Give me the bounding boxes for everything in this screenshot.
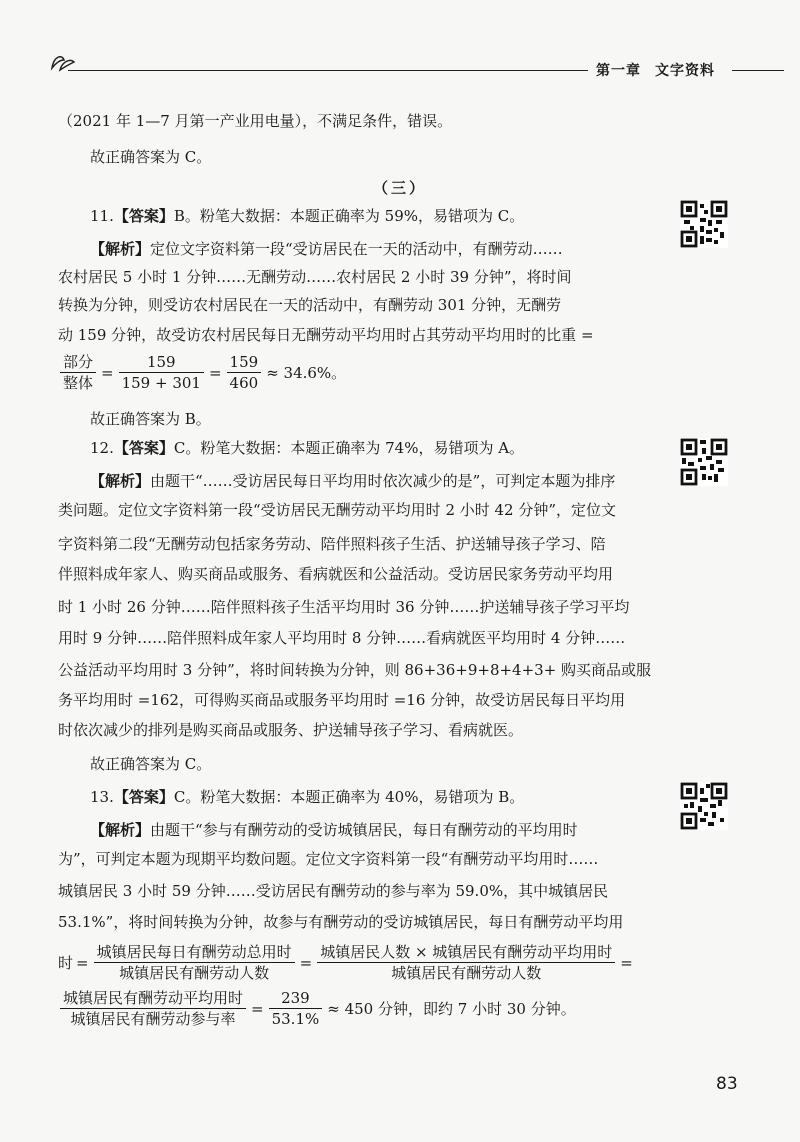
section-title: （三）: [372, 179, 427, 197]
numerator: 城镇居民人数 × 城镇居民有酬劳动平均用时: [317, 942, 615, 963]
denominator: 城镇居民有酬劳动人数: [119, 964, 270, 982]
text-line: 城镇居民 3 小时 59 分钟……受访居民有酬劳动的参与率为 59.0%，其中城镇居民: [58, 882, 609, 900]
numerator: 城镇居民每日有酬劳动总用时: [94, 942, 295, 963]
numerator: 159: [119, 352, 204, 373]
q12-number: 12.: [90, 439, 114, 457]
numerator: 239: [269, 988, 323, 1009]
q11-analysis-first: [90, 238, 563, 260]
equals-sign: =: [251, 999, 264, 1018]
denominator: 城镇居民有酬劳动参与率: [70, 1010, 236, 1028]
q13-formula-2: [58, 988, 579, 1029]
fraction: [60, 352, 96, 393]
q13-formula-1: [58, 942, 636, 983]
numerator: 部分: [60, 352, 96, 373]
fraction: [227, 352, 262, 393]
q12-answer: [90, 437, 524, 459]
text-line: 动 159 分钟，故受访农村居民每日无酬劳动平均用时占其劳动平均用时的比重 =: [58, 326, 594, 344]
formula-prefix: 时: [58, 954, 74, 972]
denominator: 城镇居民有酬劳动人数: [391, 964, 542, 982]
q11-answer-text: B。粉笔大数据：本题正确率为 59%，易错项为 C。: [173, 207, 525, 225]
denominator: 460: [229, 374, 259, 392]
denominator: 159 + 301: [121, 374, 201, 392]
equals-sign: =: [76, 953, 89, 972]
q12-analysis-text: 由题干“……受访居民每日平均用时依次减少的是”，可判定本题为排序: [150, 472, 616, 490]
fraction: [94, 942, 295, 983]
fraction: [269, 988, 323, 1029]
denominator: 53.1%: [271, 1010, 320, 1028]
text-line: 伴照料成年家人、购买商品或服务、看病就医和公益活动。受访居民家务劳动平均用: [58, 565, 614, 583]
qr-code-icon: [680, 782, 728, 830]
text-line: 为”，可判定本题为现期平均数问题。定位文字资料第一段“有酬劳动平均用时……: [58, 850, 599, 868]
q11-formula: [58, 352, 349, 393]
answer-line: 故正确答案为 C。: [90, 755, 212, 773]
q13-number: 13.: [90, 788, 114, 806]
text-line: 用时 9 分钟……陪伴照料成年家人平均用时 8 分钟……看病就医平均用时 4 分钟……: [58, 629, 626, 647]
q13-answer-text: C。粉笔大数据：本题正确率为 40%，易错项为 B。: [173, 788, 525, 806]
q13-analysis-text: 由题干“参与有酬劳动的受访城镇居民，每日有酬劳动的平均用时: [150, 821, 578, 839]
qr-code-icon: [680, 200, 728, 248]
numerator: 159: [227, 352, 262, 373]
answer-tag: 【答案】: [113, 439, 174, 457]
text-line: 53.1%”，将时间转换为分钟，故参与有酬劳动的受访城镇居民，每日有酬劳动平均用: [58, 913, 624, 931]
header-rule-right: [732, 70, 784, 71]
q11-analysis-text: 定位文字资料第一段“受访居民在一天的活动中，有酬劳动……: [150, 240, 563, 258]
page-number: 83: [716, 1074, 738, 1094]
equals-sign: =: [101, 363, 114, 382]
text-line: 农村居民 5 小时 1 分钟……无酬劳动……农村居民 2 小时 39 分钟”，将时间: [58, 268, 572, 286]
q11-answer: [90, 205, 524, 227]
analysis-tag: 【解析】: [90, 472, 151, 490]
formula-result: ≈ 34.6%。: [266, 364, 347, 382]
text-line: 时依次减少的排列是购买商品或服务、护送辅导孩子学习、看病就医。: [58, 721, 524, 739]
q11-number: 11.: [90, 207, 114, 225]
denominator: 整体: [63, 374, 94, 392]
text-line: 时 1 小时 26 分钟……陪伴照料孩子生活平均用时 36 分钟……护送辅导孩子学习平均: [58, 598, 630, 616]
fraction: [60, 988, 246, 1029]
equals-sign: =: [620, 953, 633, 972]
answer-tag: 【答案】: [113, 788, 174, 806]
text-line: 字资料第二段“无酬劳动包括家务劳动、陪伴照料孩子生活、护送辅导孩子学习、陪: [58, 535, 606, 553]
fraction: [119, 352, 204, 393]
fraction: [317, 942, 615, 983]
answer-line: 故正确答案为 C。: [90, 148, 212, 166]
chapter-label: 第一章: [596, 63, 641, 79]
q12-analysis-first: [90, 470, 615, 492]
answer-tag: 【答案】: [113, 207, 174, 225]
q13-analysis-first: [90, 819, 578, 841]
text-line: 务平均用时 =162，可得购买商品或服务平均用时 =16 分钟，故受访居民每日平均用: [58, 691, 626, 709]
chapter-title: 文字资料: [655, 63, 715, 79]
text-line: （2021 年 1—7 月第一产业用电量），不满足条件，错误。: [58, 112, 453, 130]
header-rule: [68, 70, 588, 71]
text-line: 类问题。定位文字资料第一段“受访居民无酬劳动平均用时 2 小时 42 分钟”，定位文: [58, 501, 617, 519]
formula-result: ≈ 450 分钟，即约 7 小时 30 分钟。: [327, 1000, 576, 1018]
analysis-tag: 【解析】: [90, 240, 151, 258]
text-line: 公益活动平均用时 3 分钟”，将时间转换为分钟，则 86+36+9+8+4+3+ 购买商品或服: [58, 661, 652, 679]
analysis-tag: 【解析】: [90, 821, 151, 839]
q13-answer: [90, 786, 524, 808]
running-header: [596, 60, 715, 80]
equals-sign: =: [299, 953, 313, 972]
qr-code-icon: [680, 438, 728, 486]
q12-answer-text: C。粉笔大数据：本题正确率为 74%，易错项为 A。: [173, 439, 525, 457]
text-line: 转换为分钟，则受访农村居民在一天的活动中，有酬劳动 301 分钟，无酬劳: [58, 296, 562, 314]
equals-sign: =: [208, 363, 222, 382]
answer-line: 故正确答案为 B。: [90, 410, 211, 428]
numerator: 城镇居民有酬劳动平均用时: [60, 988, 246, 1009]
